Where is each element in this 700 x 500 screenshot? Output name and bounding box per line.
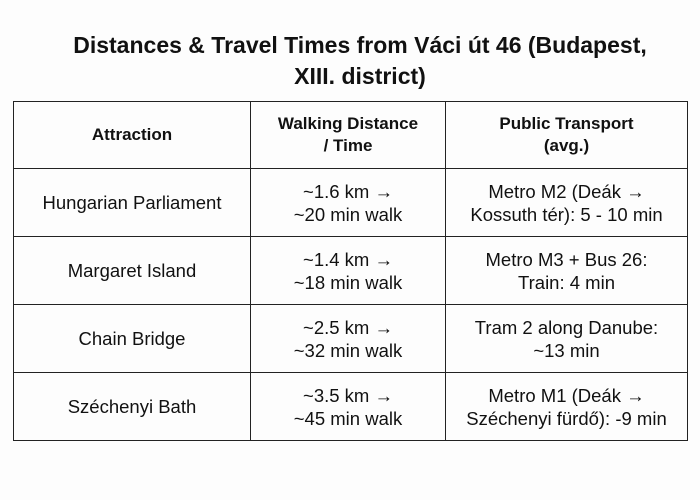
header-walking-line-1: Walking Distance (277, 114, 419, 133)
title-line-1: Distances & Travel Times from Váci út 46 (Budapest, (73, 32, 647, 58)
cell-transport (446, 305, 688, 373)
cell-walking (251, 169, 446, 237)
walking-time: ~32 min walk (293, 339, 403, 361)
transport-route: Metro M3 + Bus 26: (485, 248, 648, 270)
table-row (14, 373, 688, 441)
cell-walking (251, 237, 446, 305)
transport-route: Metro M1 (Deák → (488, 384, 645, 406)
attraction-name: Chain Bridge (78, 328, 186, 349)
table-row (14, 237, 688, 305)
transport-time: Train: 4 min (518, 271, 615, 293)
walking-time: ~45 min walk (293, 407, 403, 429)
cell-transport (446, 237, 688, 305)
walking-distance: ~2.5 km → (303, 316, 393, 338)
cell-attraction (14, 373, 251, 441)
header-transport-line-1: Public Transport (499, 114, 634, 133)
header-walking-line-2: / Time (323, 136, 373, 155)
attraction-name: Margaret Island (67, 260, 197, 281)
cell-transport (446, 169, 688, 237)
walking-time: ~20 min walk (293, 203, 403, 225)
transport-time: Széchenyi fürdő): -9 min (466, 407, 667, 429)
attraction-name: Hungarian Parliament (42, 192, 222, 213)
cell-attraction (14, 237, 251, 305)
cell-attraction (14, 305, 251, 373)
header-attraction (14, 102, 251, 169)
transport-time: Kossuth tér): 5 - 10 min (470, 203, 663, 225)
header-transport-line-2: (avg.) (543, 136, 590, 155)
transport-route: Metro M2 (Deák → (488, 180, 645, 202)
cell-walking (251, 305, 446, 373)
transport-time: ~13 min (533, 339, 600, 361)
walking-time: ~18 min walk (293, 271, 403, 293)
cell-walking (251, 373, 446, 441)
header-walking (251, 102, 446, 169)
walking-distance: ~3.5 km → (303, 384, 393, 406)
page-title (20, 30, 700, 92)
walking-distance: ~1.6 km → (303, 180, 393, 202)
table-header-row (14, 102, 688, 169)
table-row (14, 305, 688, 373)
cell-attraction (14, 169, 251, 237)
table-row (14, 169, 688, 237)
header-attraction-line-1: Attraction (91, 125, 173, 144)
travel-times-table (13, 101, 688, 441)
attraction-name: Széchenyi Bath (67, 396, 197, 417)
walking-distance: ~1.4 km → (303, 248, 393, 270)
cell-transport (446, 373, 688, 441)
header-transport (446, 102, 688, 169)
transport-route: Tram 2 along Danube: (474, 316, 659, 338)
title-line-2: XIII. district) (294, 63, 426, 89)
